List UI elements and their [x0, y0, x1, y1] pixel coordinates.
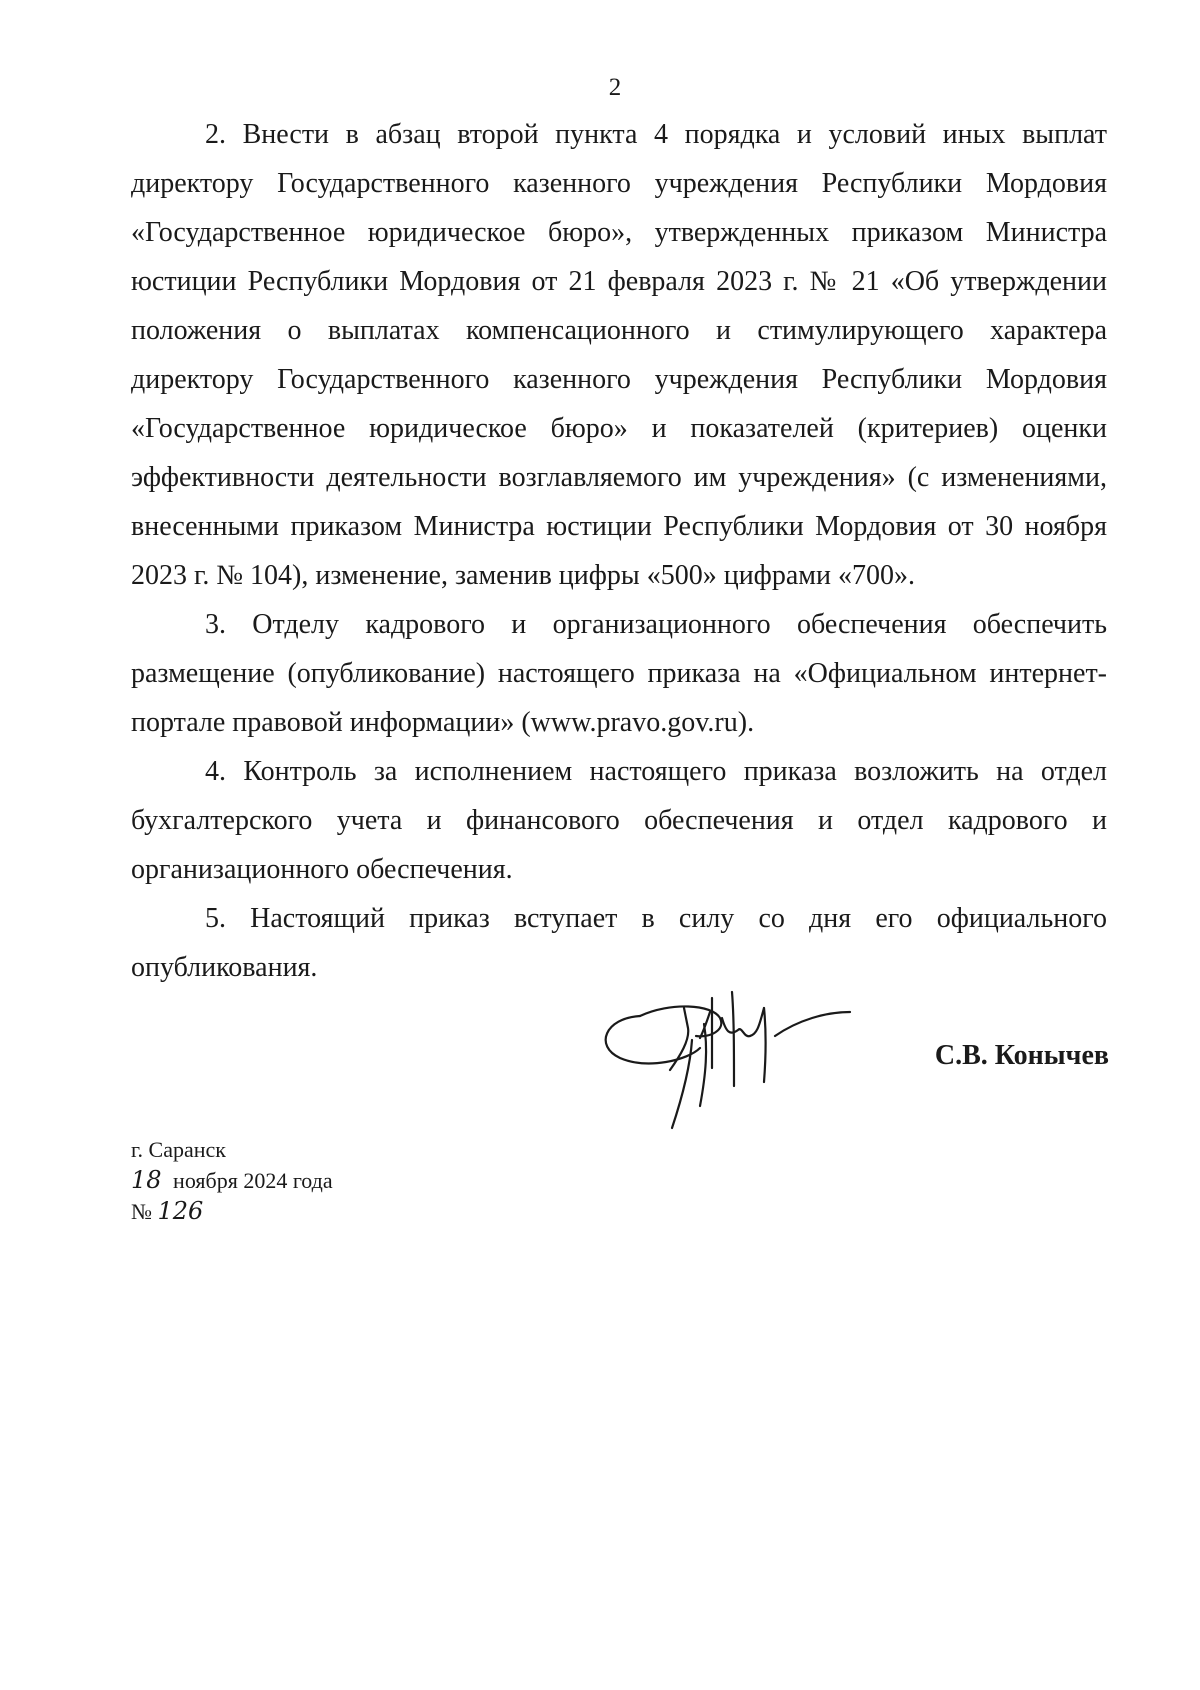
- handwritten-day: 18: [131, 1166, 162, 1194]
- number-line: [131, 1196, 333, 1227]
- paragraph-4: 4. Контроль за исполнением настоящего приказа возложить на отдел бухгалтерского учета и финансового обеспечения и отдел кадрового и организационного обеспечения.: [131, 756, 1107, 885]
- paragraph-3: 3. Отделу кадрового и организационного обеспечения обеспечить размещение (опубликование) настоящего приказа на «Официальном интернет-портале правовой информации» (www.pravo.gov.ru).: [131, 609, 1107, 738]
- date-line: [131, 1165, 333, 1196]
- handwritten-number: 126: [157, 1197, 204, 1225]
- paragraph-2: 2. Внести в абзац второй пункта 4 порядка и условий иных выплат директору Государственного казенного учреждения Республики Мордовия «Государственное юридическое бюро», утвержденных приказом Министра юстиции Республики Мордовия от 21 февраля 2023 г. № 21 «Об утверждении положения о выплатах компенсационного и стимулирующего характера директору Государственного казенного учреждения Республики Мордовия «Государственное юридическое бюро» и показателей (критериев) оценки эффективности деятельности возглавляемого им учреждения» (с изменениями, внесенными приказом Министра юстиции Республики Мордовия от 30 ноября 2023 г. № 104), изменение, заменив цифры «500» цифрами «700».: [131, 119, 1107, 591]
- date-text: ноября 2024 года: [173, 1168, 333, 1193]
- page-number: 2: [608, 74, 622, 101]
- order-body: [131, 110, 1107, 992]
- paragraph-5: 5. Настоящий приказ вступает в силу со дня его официального опубликования.: [131, 903, 1107, 983]
- signatory-name: С.В. Конычев: [934, 1040, 1109, 1071]
- document-footer: [131, 1135, 333, 1227]
- handwritten-signature: [600, 978, 865, 1136]
- city-line: [131, 1135, 333, 1165]
- number-prefix: №: [131, 1199, 152, 1224]
- city: г. Саранск: [131, 1137, 226, 1162]
